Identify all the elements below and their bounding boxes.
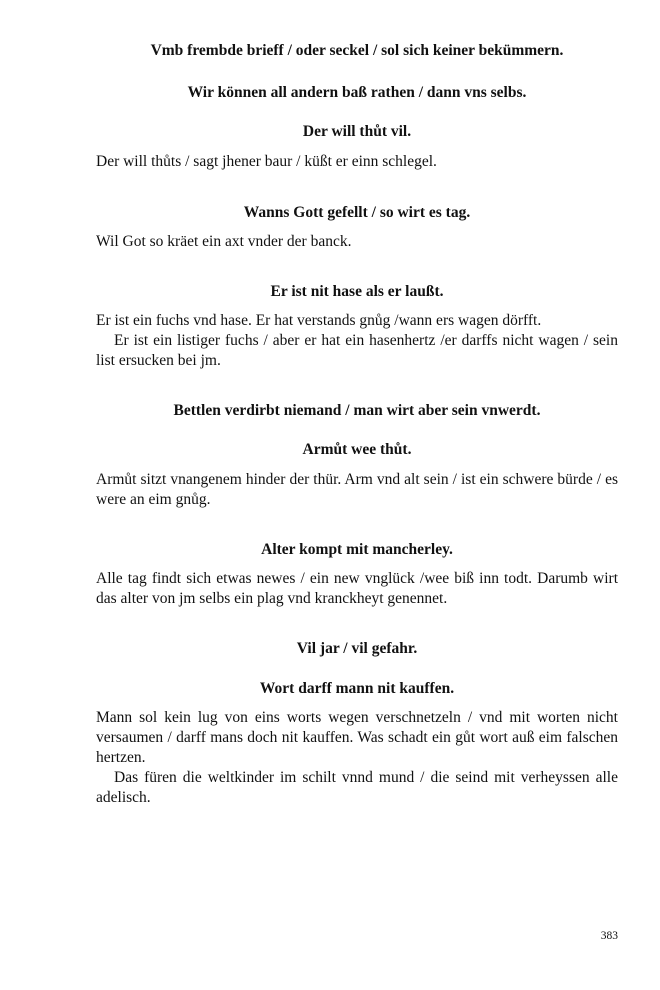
commentary-paragraph	[96, 708, 618, 808]
proverb-heading: Vmb frembde brieff / oder seckel / sol sich keiner bekümmern.	[150, 42, 564, 59]
commentary-text: Er ist ein fuchs vnd hase. Er hat verstands gnůg /wann ers wagen dörfft.	[96, 312, 542, 329]
proverb-heading: Alter kompt mit mancherley.	[261, 541, 453, 558]
commentary-text: Alle tag findt sich etwas newes / ein new vnglück /wee biß inn todt. Darumb wirt das alter von jm selbs ein plag vnd kranckheyt genennet.	[96, 570, 618, 607]
commentary-text: Mann sol kein lug von eins worts wegen verschnetzeln / vnd mit worten nicht versaumen / darff mans doch nit kauffen. Was schadt ein gůt wort auß eim falschen hertzen.	[96, 709, 618, 766]
proverb-heading: Wir können all andern baß rathen / dann vns selbs.	[187, 84, 527, 101]
commentary-paragraph	[96, 232, 618, 252]
commentary-paragraph	[96, 152, 618, 172]
commentary-text: Er ist ein listiger fuchs / aber er hat ein hasenhertz /er darffs nicht wagen / sein list ersucken bei jm.	[96, 332, 618, 369]
proverb-heading: Er ist nit hase als er laußt.	[270, 283, 444, 300]
proverb-heading: Der will thůt vil.	[302, 123, 412, 140]
proverb-heading: Wanns Gott gefellt / so wirt es tag.	[243, 204, 471, 221]
commentary-paragraph	[96, 569, 618, 609]
commentary-text: Der will thůts / sagt jhener baur / küßt er einn schlegel.	[96, 153, 437, 170]
commentary-text: Armůt sitzt vnangenem hinder der thür. Arm vnd alt sein / ist ein schwere bürde / es were an eim gnůg.	[96, 471, 618, 508]
commentary-paragraph	[96, 470, 618, 510]
proverb-heading: Vil jar / vil gefahr.	[296, 640, 418, 657]
commentary-paragraph	[96, 311, 618, 371]
proverb-heading: Wort darff mann nit kauffen.	[259, 680, 455, 697]
proverb-heading: Bettlen verdirbt niemand / man wirt aber sein vnwerdt.	[173, 402, 541, 419]
page-number: 383	[600, 930, 618, 942]
proverb-heading: Armůt wee thůt.	[302, 441, 412, 458]
commentary-text: Wil Got so kräet ein axt vnder der banck.	[96, 233, 352, 250]
commentary-text: Das füren die weltkinder im schilt vnnd mund / die seind mit verheyssen alle adelisch.	[96, 769, 618, 806]
